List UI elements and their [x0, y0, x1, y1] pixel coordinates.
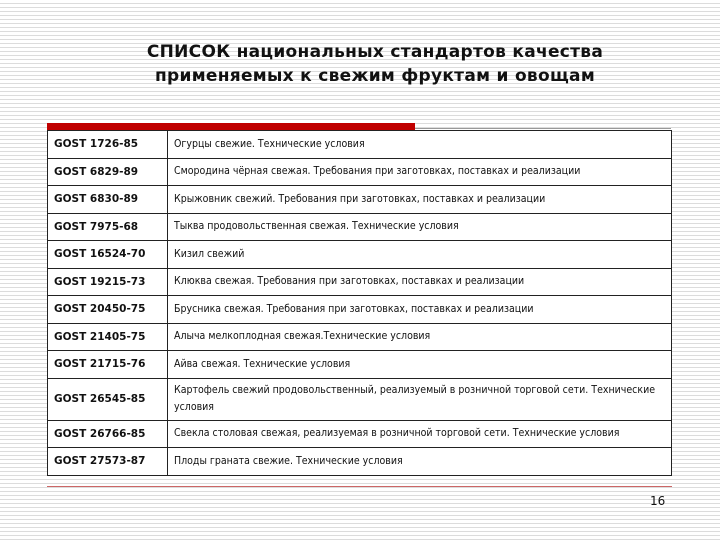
standard-description: Смородина чёрная свежая. Требования при заготовках, поставках и реализации: [168, 158, 672, 186]
standard-code: GOST 1726-85: [48, 131, 168, 159]
standard-description: Брусника свежая. Требования при заготовках, поставках и реализации: [168, 296, 672, 324]
table-row: [48, 448, 672, 476]
standard-code: GOST 26766-85: [48, 420, 168, 448]
standard-code: GOST 16524-70: [48, 241, 168, 269]
table-row: [48, 131, 672, 159]
standard-code: GOST 20450-75: [48, 296, 168, 324]
standard-description: Алыча мелкоплодная свежая.Технические условия: [168, 323, 672, 351]
standard-description: Клюква свежая. Требования при заготовках, поставках и реализации: [168, 268, 672, 296]
table-row: [48, 158, 672, 186]
standard-description: Плоды граната свежие. Технические условия: [168, 448, 672, 476]
standard-description: Огурцы свежие. Технические условия: [168, 131, 672, 159]
standard-description: Айва свежая. Технические условия: [168, 351, 672, 379]
red-accent-bar: [47, 123, 415, 130]
standards-table: [47, 130, 672, 476]
table-row: [48, 351, 672, 379]
table-row: [48, 323, 672, 351]
standard-code: GOST 6829-89: [48, 158, 168, 186]
page-number: 16: [650, 494, 666, 508]
standard-description: Свекла столовая свежая, реализуемая в розничной торговой сети. Технические условия: [168, 420, 672, 448]
table-row: [48, 241, 672, 269]
standard-code: GOST 6830-89: [48, 186, 168, 214]
standard-code: GOST 7975-68: [48, 213, 168, 241]
standard-code: GOST 21405-75: [48, 323, 168, 351]
title-line-1: СПИСОК национальных стандартов качества: [146, 42, 604, 62]
bottom-divider: [47, 486, 672, 487]
standard-code: GOST 26545-85: [48, 378, 168, 420]
standard-code: GOST 27573-87: [48, 448, 168, 476]
standard-description: Тыква продовольственная свежая. Технические условия: [168, 213, 672, 241]
table-row: [48, 378, 672, 420]
table-row: [48, 420, 672, 448]
divider: [415, 128, 671, 129]
slide-title: [0, 40, 720, 88]
title-line-2: применяемых к свежим фруктам и овощам: [154, 66, 596, 86]
table-row: [48, 186, 672, 214]
standard-description: Картофель свежий продовольственный, реализуемый в розничной торговой сети. Технические условия: [168, 378, 672, 420]
standard-code: GOST 19215-73: [48, 268, 168, 296]
standard-description: Крыжовник свежий. Требования при заготовках, поставках и реализации: [168, 186, 672, 214]
table-row: [48, 296, 672, 324]
table-row: [48, 268, 672, 296]
table-row: [48, 213, 672, 241]
standard-code: GOST 21715-76: [48, 351, 168, 379]
standard-description: Кизил свежий: [168, 241, 672, 269]
